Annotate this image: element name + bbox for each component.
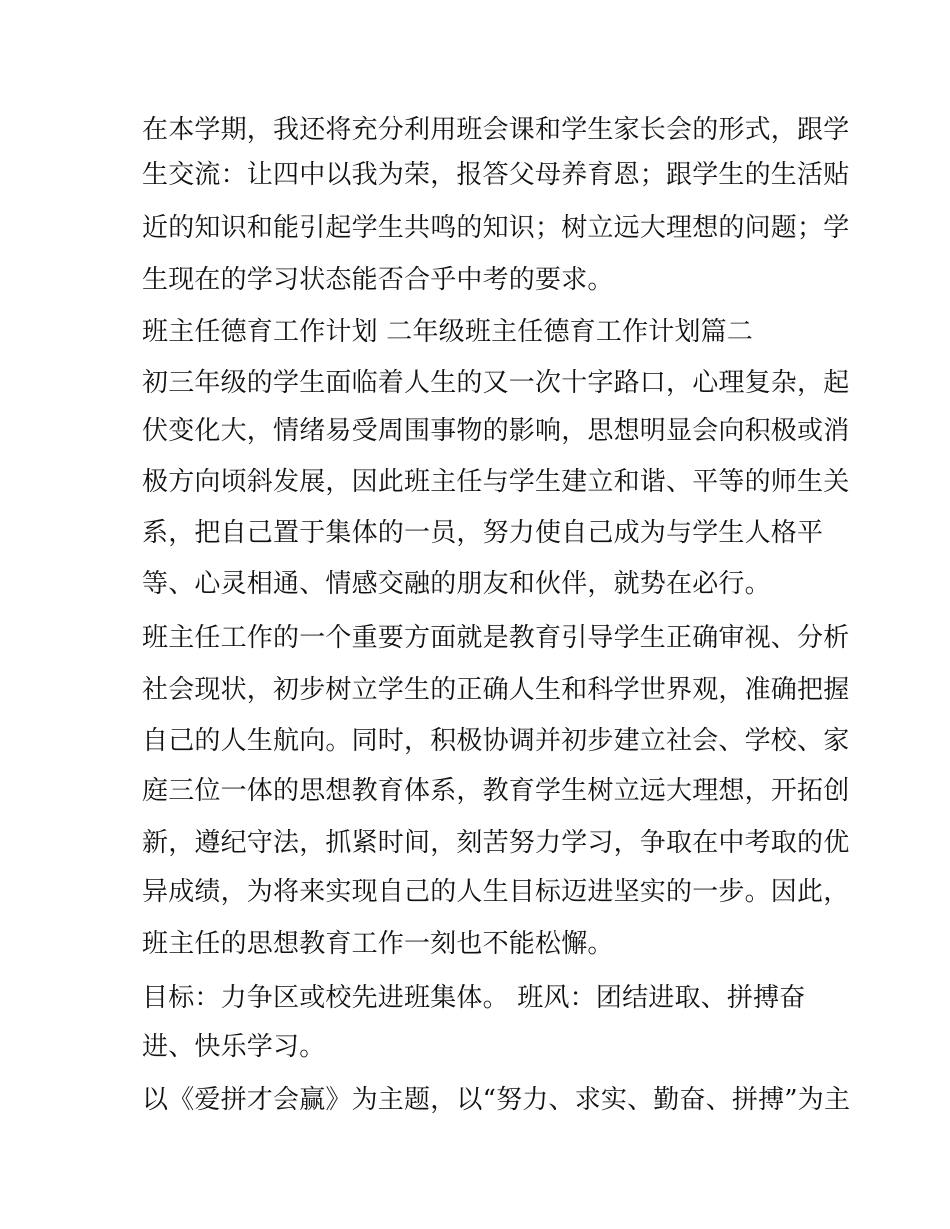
text-line: 新，遵纪守法，抓紧时间，刻苦努力学习，争取在中考取的优 (142, 828, 850, 858)
text-line: 以《爱拼才会赢》为主题，以“努力、求实、勤奋、拼搏”为主 (142, 1085, 851, 1115)
text-line: 极方向顷斜发展，因此班主任与学生建立和谐、平等的师生关 (142, 467, 850, 497)
text-line: 自己的人生航向。同时，积极协调并初步建立社会、学校、家 (142, 726, 850, 756)
text-line: 班主任的思想教育工作一刻也不能松懈。 (142, 929, 614, 959)
text-line: 在本学期，我还将充分利用班会课和学生家长会的形式，跟学 (142, 115, 850, 145)
text-line: 庭三位一体的思想教育体系，教育学生树立远大理想，开拓创 (142, 776, 850, 806)
text-line: 社会现状，初步树立学生的正确人生和科学世界观，准确把握 (142, 675, 850, 705)
text-line: 伏变化大，情绪易受周围事物的影响，思想明显会向积极或消 (142, 416, 850, 446)
text-line: 生现在的学习状态能否合乎中考的要求。 (142, 265, 614, 295)
text-line: 进、快乐学习。 (142, 1032, 326, 1062)
text-line: 班主任工作的一个重要方面就是教育引导学生正确审视、分析 (142, 623, 850, 653)
section-heading: 班主任德育工作计划 二年级班主任德育工作计划篇二 (142, 317, 754, 347)
text-line: 异成绩，为将来实现自己的人生目标迈进坚实的一步。因此， (142, 877, 850, 907)
text-line: 目标：力争区或校先进班集体。 班风：团结进取、拼搏奋 (142, 983, 806, 1013)
text-line: 生交流：让四中以我为荣，报答父母养育恩；跟学生的生活贴 (142, 160, 850, 190)
text-line: 系，把自己置于集体的一员，努力使自己成为与学生人格平 (142, 518, 824, 548)
text-line: 近的知识和能引起学生共鸣的知识；树立远大理想的问题；学 (142, 213, 850, 243)
text-line: 等、心灵相通、情感交融的朋友和伙伴，就势在必行。 (142, 569, 771, 599)
text-line: 初三年级的学生面临着人生的又一次十字路口，心理复杂，起 (142, 368, 850, 398)
